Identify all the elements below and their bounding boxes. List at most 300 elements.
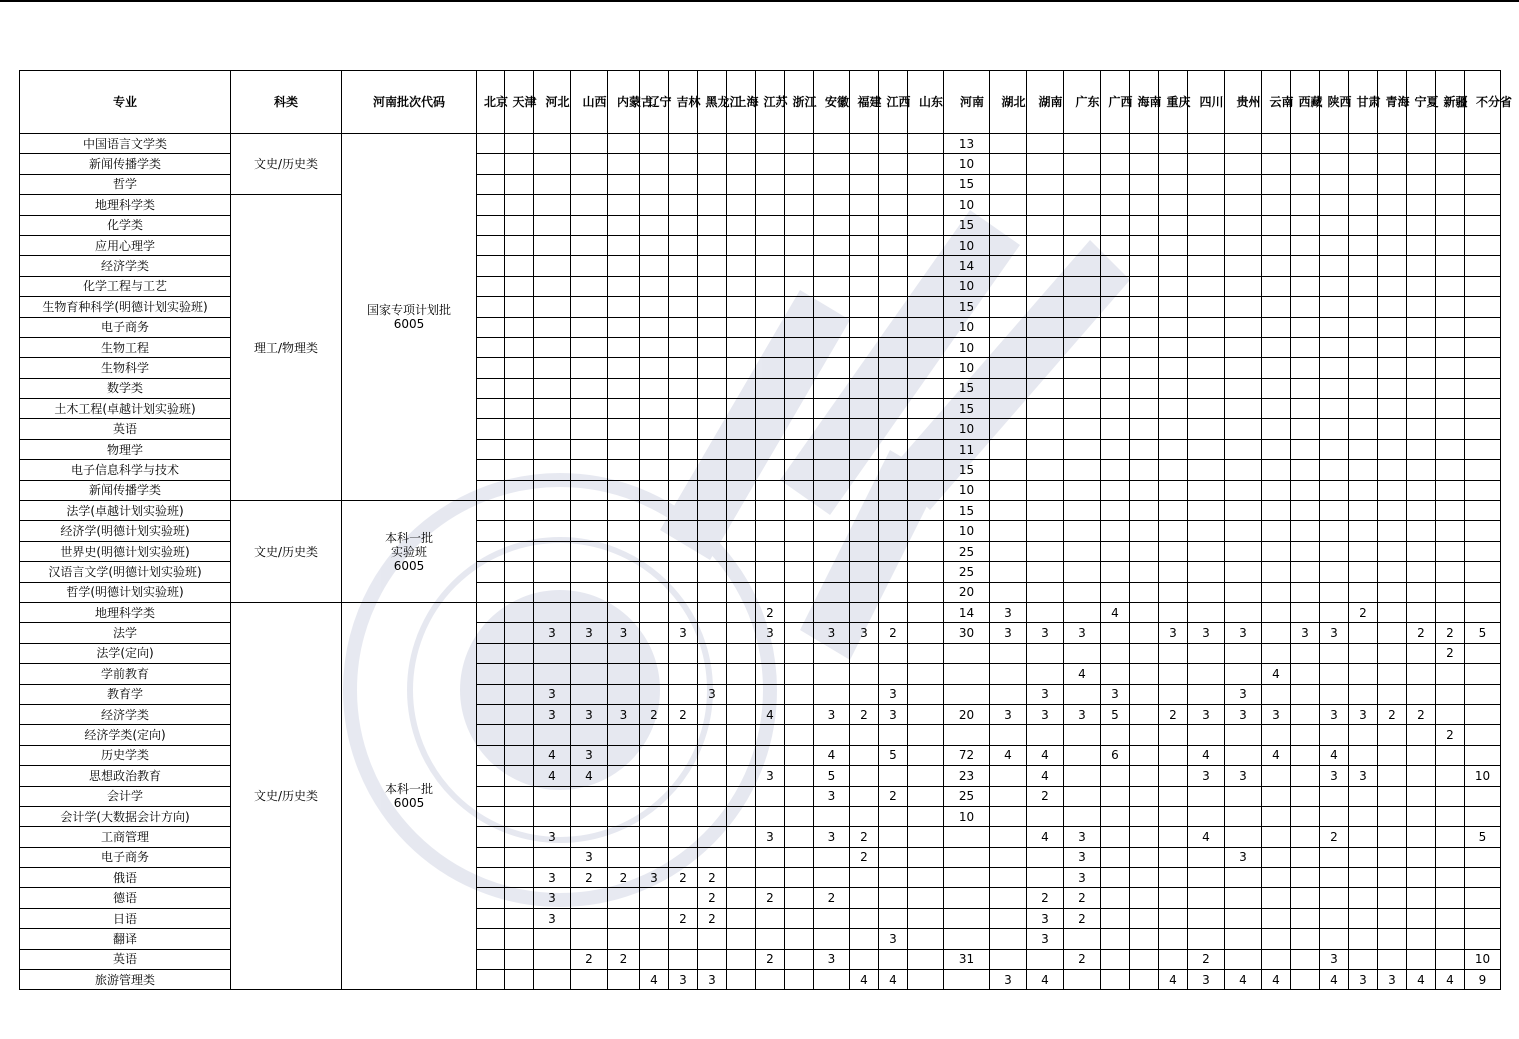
quota-cell: 4 bbox=[1159, 970, 1188, 990]
quota-cell bbox=[1064, 317, 1101, 337]
quota-cell bbox=[879, 195, 908, 215]
quota-cell bbox=[534, 786, 571, 806]
quota-cell bbox=[477, 970, 505, 990]
quota-cell bbox=[1465, 256, 1501, 276]
quota-cell bbox=[1378, 643, 1407, 663]
quota-cell: 2 bbox=[698, 908, 727, 928]
quota-cell bbox=[990, 684, 1027, 704]
quota-cell bbox=[1027, 439, 1064, 459]
quota-cell: 4 bbox=[1188, 827, 1225, 847]
quota-cell bbox=[1291, 582, 1320, 602]
quota-cell bbox=[1465, 317, 1501, 337]
quota-cell bbox=[1349, 215, 1378, 235]
quota-cell bbox=[571, 806, 608, 826]
quota-cell bbox=[1407, 399, 1436, 419]
quota-cell bbox=[1465, 847, 1501, 867]
quota-cell bbox=[879, 949, 908, 969]
quota-cell bbox=[850, 888, 879, 908]
quota-cell bbox=[1407, 562, 1436, 582]
quota-cell bbox=[814, 562, 850, 582]
quota-cell bbox=[1130, 725, 1159, 745]
quota-cell bbox=[1407, 460, 1436, 480]
quota-cell bbox=[879, 480, 908, 500]
quota-cell bbox=[608, 378, 640, 398]
quota-cell bbox=[879, 358, 908, 378]
header-batch-code: 河南批次代码 bbox=[342, 71, 477, 134]
quota-cell bbox=[879, 725, 908, 745]
quota-cell bbox=[1225, 256, 1262, 276]
quota-cell bbox=[1436, 786, 1465, 806]
quota-cell bbox=[640, 766, 669, 786]
quota-cell bbox=[1378, 297, 1407, 317]
quota-cell bbox=[571, 521, 608, 541]
quota-cell bbox=[608, 399, 640, 419]
quota-cell: 9 bbox=[1465, 970, 1501, 990]
quota-cell bbox=[608, 806, 640, 826]
quota-cell bbox=[879, 602, 908, 622]
quota-cell bbox=[505, 399, 534, 419]
quota-cell bbox=[1027, 847, 1064, 867]
quota-cell bbox=[1291, 704, 1320, 724]
quota-cell bbox=[1320, 297, 1349, 317]
quota-cell: 4 bbox=[756, 704, 785, 724]
quota-cell bbox=[1064, 419, 1101, 439]
quota-cell bbox=[608, 276, 640, 296]
quota-cell bbox=[571, 256, 608, 276]
quota-cell bbox=[669, 786, 698, 806]
quota-cell bbox=[1291, 602, 1320, 622]
quota-cell bbox=[1262, 725, 1291, 745]
quota-cell bbox=[850, 297, 879, 317]
quota-cell bbox=[785, 235, 814, 255]
quota-cell bbox=[727, 827, 756, 847]
quota-cell bbox=[669, 174, 698, 194]
quota-cell bbox=[1262, 460, 1291, 480]
quota-cell bbox=[850, 806, 879, 826]
table-header-row bbox=[20, 71, 1501, 134]
quota-cell bbox=[1320, 684, 1349, 704]
header-province: 浙江 bbox=[785, 71, 814, 134]
quota-cell bbox=[1101, 378, 1130, 398]
quota-cell bbox=[785, 704, 814, 724]
quota-cell bbox=[1407, 501, 1436, 521]
quota-cell bbox=[1188, 276, 1225, 296]
quota-cell bbox=[1262, 297, 1291, 317]
quota-cell bbox=[1130, 806, 1159, 826]
quota-cell bbox=[1436, 541, 1465, 561]
quota-cell bbox=[1291, 174, 1320, 194]
quota-cell bbox=[1291, 460, 1320, 480]
quota-cell bbox=[814, 358, 850, 378]
quota-cell: 2 bbox=[1027, 786, 1064, 806]
quota-cell bbox=[669, 215, 698, 235]
quota-cell bbox=[756, 847, 785, 867]
major-cell: 地理科学类 bbox=[20, 195, 231, 215]
quota-cell bbox=[698, 582, 727, 602]
quota-cell bbox=[814, 134, 850, 154]
quota-cell bbox=[1064, 439, 1101, 459]
quota-cell bbox=[814, 317, 850, 337]
quota-cell bbox=[1225, 235, 1262, 255]
quota-cell: 3 bbox=[534, 888, 571, 908]
quota-cell bbox=[1188, 929, 1225, 949]
quota-cell: 3 bbox=[1225, 684, 1262, 704]
quota-cell bbox=[1291, 317, 1320, 337]
major-cell: 哲学 bbox=[20, 174, 231, 194]
quota-cell bbox=[698, 134, 727, 154]
quota-cell bbox=[698, 154, 727, 174]
major-cell: 地理科学类 bbox=[20, 602, 231, 622]
quota-cell bbox=[850, 439, 879, 459]
header-province: 北京 bbox=[477, 71, 505, 134]
quota-cell bbox=[1320, 602, 1349, 622]
quota-cell bbox=[1291, 399, 1320, 419]
major-cell: 学前教育 bbox=[20, 664, 231, 684]
quota-cell bbox=[1262, 174, 1291, 194]
quota-cell: 3 bbox=[571, 704, 608, 724]
quota-cell bbox=[908, 888, 944, 908]
quota-cell bbox=[698, 827, 727, 847]
quota-cell: 15 bbox=[944, 378, 990, 398]
quota-cell bbox=[990, 134, 1027, 154]
quota-cell: 3 bbox=[990, 623, 1027, 643]
quota-cell bbox=[1407, 215, 1436, 235]
quota-cell bbox=[1027, 195, 1064, 215]
quota-cell bbox=[1101, 970, 1130, 990]
quota-cell bbox=[850, 725, 879, 745]
quota-cell bbox=[1101, 847, 1130, 867]
quota-cell bbox=[785, 378, 814, 398]
quota-cell bbox=[1436, 419, 1465, 439]
quota-cell bbox=[908, 419, 944, 439]
quota-cell bbox=[944, 970, 990, 990]
quota-cell bbox=[785, 337, 814, 357]
quota-cell bbox=[1349, 358, 1378, 378]
quota-cell bbox=[534, 297, 571, 317]
quota-cell bbox=[1436, 276, 1465, 296]
quota-cell bbox=[1349, 827, 1378, 847]
header-province: 安徽 bbox=[814, 71, 850, 134]
major-cell: 日语 bbox=[20, 908, 231, 928]
header-province: 宁夏 bbox=[1407, 71, 1436, 134]
quota-cell bbox=[698, 643, 727, 663]
quota-cell: 4 bbox=[1027, 827, 1064, 847]
quota-cell bbox=[1027, 541, 1064, 561]
quota-cell bbox=[990, 154, 1027, 174]
quota-cell bbox=[534, 501, 571, 521]
quota-cell bbox=[1349, 439, 1378, 459]
quota-cell bbox=[669, 378, 698, 398]
quota-cell bbox=[1130, 623, 1159, 643]
quota-cell bbox=[505, 154, 534, 174]
quota-cell bbox=[1064, 766, 1101, 786]
quota-cell bbox=[1027, 154, 1064, 174]
header-province: 辽宁 bbox=[640, 71, 669, 134]
quota-cell bbox=[640, 929, 669, 949]
quota-cell bbox=[1262, 419, 1291, 439]
quota-cell bbox=[990, 562, 1027, 582]
quota-cell bbox=[669, 480, 698, 500]
quota-cell bbox=[1262, 439, 1291, 459]
quota-cell bbox=[1262, 215, 1291, 235]
quota-cell bbox=[640, 908, 669, 928]
quota-cell bbox=[908, 766, 944, 786]
quota-cell bbox=[908, 541, 944, 561]
quota-cell: 3 bbox=[534, 827, 571, 847]
quota-cell bbox=[850, 195, 879, 215]
quota-cell bbox=[879, 256, 908, 276]
quota-cell bbox=[534, 480, 571, 500]
quota-cell bbox=[1225, 602, 1262, 622]
quota-cell bbox=[1320, 562, 1349, 582]
quota-cell bbox=[477, 297, 505, 317]
quota-cell: 15 bbox=[944, 460, 990, 480]
quota-cell bbox=[908, 317, 944, 337]
quota-cell bbox=[756, 439, 785, 459]
quota-cell bbox=[1407, 602, 1436, 622]
quota-cell: 4 bbox=[1320, 970, 1349, 990]
quota-cell bbox=[1130, 847, 1159, 867]
quota-cell bbox=[698, 929, 727, 949]
quota-cell bbox=[505, 582, 534, 602]
quota-cell bbox=[477, 337, 505, 357]
quota-cell bbox=[1130, 460, 1159, 480]
quota-cell bbox=[879, 337, 908, 357]
quota-cell bbox=[1465, 480, 1501, 500]
quota-cell bbox=[1064, 154, 1101, 174]
quota-cell bbox=[608, 847, 640, 867]
header-province: 四川 bbox=[1188, 71, 1225, 134]
quota-cell bbox=[640, 684, 669, 704]
quota-cell bbox=[534, 929, 571, 949]
quota-cell bbox=[879, 664, 908, 684]
quota-cell bbox=[571, 399, 608, 419]
quota-cell bbox=[1465, 439, 1501, 459]
quota-cell bbox=[1436, 358, 1465, 378]
quota-cell bbox=[477, 521, 505, 541]
quota-cell: 10 bbox=[944, 317, 990, 337]
quota-cell: 4 bbox=[1064, 664, 1101, 684]
quota-cell bbox=[944, 725, 990, 745]
quota-cell bbox=[1320, 256, 1349, 276]
quota-cell bbox=[1436, 297, 1465, 317]
quota-cell bbox=[1130, 134, 1159, 154]
quota-cell bbox=[571, 419, 608, 439]
quota-cell bbox=[698, 745, 727, 765]
quota-cell bbox=[571, 317, 608, 337]
quota-cell: 2 bbox=[1436, 643, 1465, 663]
quota-cell: 2 bbox=[1436, 725, 1465, 745]
quota-cell bbox=[814, 541, 850, 561]
quota-cell bbox=[534, 439, 571, 459]
quota-cell bbox=[1159, 929, 1188, 949]
quota-cell bbox=[1407, 725, 1436, 745]
quota-cell bbox=[1262, 847, 1291, 867]
quota-cell bbox=[1225, 439, 1262, 459]
quota-cell: 2 bbox=[879, 623, 908, 643]
quota-cell: 25 bbox=[944, 541, 990, 561]
quota-cell bbox=[571, 297, 608, 317]
quota-cell bbox=[1378, 684, 1407, 704]
quota-cell bbox=[756, 684, 785, 704]
quota-cell: 2 bbox=[1378, 704, 1407, 724]
quota-cell bbox=[1407, 439, 1436, 459]
quota-cell: 3 bbox=[1320, 949, 1349, 969]
quota-cell bbox=[1188, 643, 1225, 663]
major-cell: 英语 bbox=[20, 949, 231, 969]
quota-cell bbox=[785, 154, 814, 174]
quota-cell bbox=[534, 725, 571, 745]
quota-cell bbox=[1320, 134, 1349, 154]
quota-cell bbox=[908, 174, 944, 194]
major-cell: 英语 bbox=[20, 419, 231, 439]
quota-cell bbox=[785, 195, 814, 215]
quota-cell bbox=[908, 684, 944, 704]
header-province: 广西 bbox=[1101, 71, 1130, 134]
quota-cell bbox=[608, 766, 640, 786]
quota-cell bbox=[814, 806, 850, 826]
quota-cell bbox=[785, 766, 814, 786]
quota-cell bbox=[1101, 460, 1130, 480]
quota-cell bbox=[1130, 868, 1159, 888]
quota-cell bbox=[756, 358, 785, 378]
quota-cell bbox=[1349, 806, 1378, 826]
quota-cell bbox=[640, 358, 669, 378]
quota-cell bbox=[1378, 847, 1407, 867]
quota-cell bbox=[908, 378, 944, 398]
quota-cell: 3 bbox=[1027, 908, 1064, 928]
quota-cell: 3 bbox=[1291, 623, 1320, 643]
quota-cell bbox=[1225, 501, 1262, 521]
quota-cell: 3 bbox=[879, 929, 908, 949]
quota-cell bbox=[608, 256, 640, 276]
quota-cell bbox=[1378, 480, 1407, 500]
quota-cell: 3 bbox=[1101, 684, 1130, 704]
quota-cell bbox=[1407, 664, 1436, 684]
quota-cell bbox=[1188, 847, 1225, 867]
quota-cell bbox=[1101, 419, 1130, 439]
quota-cell bbox=[1320, 541, 1349, 561]
quota-cell: 2 bbox=[571, 949, 608, 969]
quota-cell bbox=[785, 399, 814, 419]
quota-cell bbox=[1465, 562, 1501, 582]
quota-cell bbox=[1130, 215, 1159, 235]
header-subject: 科类 bbox=[231, 71, 342, 134]
quota-cell bbox=[1465, 888, 1501, 908]
quota-cell bbox=[1159, 501, 1188, 521]
major-cell: 中国语言文学类 bbox=[20, 134, 231, 154]
quota-cell bbox=[477, 643, 505, 663]
quota-cell bbox=[990, 868, 1027, 888]
quota-cell bbox=[1436, 399, 1465, 419]
quota-cell bbox=[1465, 684, 1501, 704]
quota-cell: 31 bbox=[944, 949, 990, 969]
quota-cell bbox=[756, 806, 785, 826]
quota-cell: 20 bbox=[944, 582, 990, 602]
quota-cell bbox=[1291, 501, 1320, 521]
quota-cell: 2 bbox=[640, 704, 669, 724]
quota-cell bbox=[505, 541, 534, 561]
quota-cell bbox=[908, 195, 944, 215]
major-cell: 经济学类(定向) bbox=[20, 725, 231, 745]
quota-cell bbox=[1378, 419, 1407, 439]
quota-cell bbox=[814, 154, 850, 174]
quota-cell: 3 bbox=[1225, 766, 1262, 786]
quota-cell bbox=[1320, 806, 1349, 826]
quota-cell bbox=[785, 602, 814, 622]
quota-cell bbox=[571, 888, 608, 908]
quota-cell bbox=[1159, 684, 1188, 704]
quota-cell: 3 bbox=[571, 745, 608, 765]
quota-cell bbox=[879, 297, 908, 317]
quota-cell bbox=[1436, 766, 1465, 786]
major-cell: 翻译 bbox=[20, 929, 231, 949]
quota-cell bbox=[505, 521, 534, 541]
quota-cell bbox=[669, 195, 698, 215]
quota-cell bbox=[1291, 786, 1320, 806]
quota-cell bbox=[1225, 888, 1262, 908]
quota-cell bbox=[1436, 562, 1465, 582]
quota-cell bbox=[505, 827, 534, 847]
quota-cell bbox=[1291, 276, 1320, 296]
quota-cell bbox=[608, 480, 640, 500]
quota-cell bbox=[1159, 256, 1188, 276]
quota-cell bbox=[669, 664, 698, 684]
quota-cell bbox=[505, 337, 534, 357]
quota-cell bbox=[908, 501, 944, 521]
quota-cell bbox=[698, 460, 727, 480]
quota-cell bbox=[908, 868, 944, 888]
header-major: 专业 bbox=[20, 71, 231, 134]
quota-cell: 3 bbox=[1320, 704, 1349, 724]
quota-cell bbox=[1320, 215, 1349, 235]
quota-cell bbox=[727, 806, 756, 826]
quota-cell bbox=[785, 419, 814, 439]
quota-cell bbox=[850, 786, 879, 806]
quota-cell bbox=[785, 297, 814, 317]
quota-cell bbox=[727, 276, 756, 296]
quota-cell bbox=[698, 378, 727, 398]
quota-cell: 2 bbox=[669, 704, 698, 724]
batch-code-line: 6005 bbox=[393, 796, 425, 811]
quota-cell bbox=[785, 908, 814, 928]
quota-cell bbox=[756, 276, 785, 296]
quota-cell bbox=[505, 602, 534, 622]
quota-cell bbox=[1159, 439, 1188, 459]
quota-cell bbox=[727, 643, 756, 663]
quota-cell bbox=[1064, 134, 1101, 154]
quota-cell bbox=[785, 684, 814, 704]
quota-cell bbox=[669, 501, 698, 521]
quota-cell bbox=[608, 358, 640, 378]
quota-cell bbox=[1291, 195, 1320, 215]
quota-cell bbox=[990, 582, 1027, 602]
major-cell: 新闻传播学类 bbox=[20, 480, 231, 500]
quota-cell bbox=[814, 501, 850, 521]
quota-cell bbox=[1101, 317, 1130, 337]
quota-cell bbox=[477, 378, 505, 398]
quota-cell bbox=[1436, 439, 1465, 459]
quota-cell bbox=[1465, 235, 1501, 255]
quota-cell bbox=[1064, 174, 1101, 194]
quota-cell bbox=[1130, 276, 1159, 296]
quota-cell bbox=[1225, 460, 1262, 480]
quota-cell bbox=[814, 399, 850, 419]
quota-cell bbox=[1188, 725, 1225, 745]
quota-cell bbox=[1101, 256, 1130, 276]
quota-cell bbox=[1407, 154, 1436, 174]
quota-cell bbox=[477, 134, 505, 154]
